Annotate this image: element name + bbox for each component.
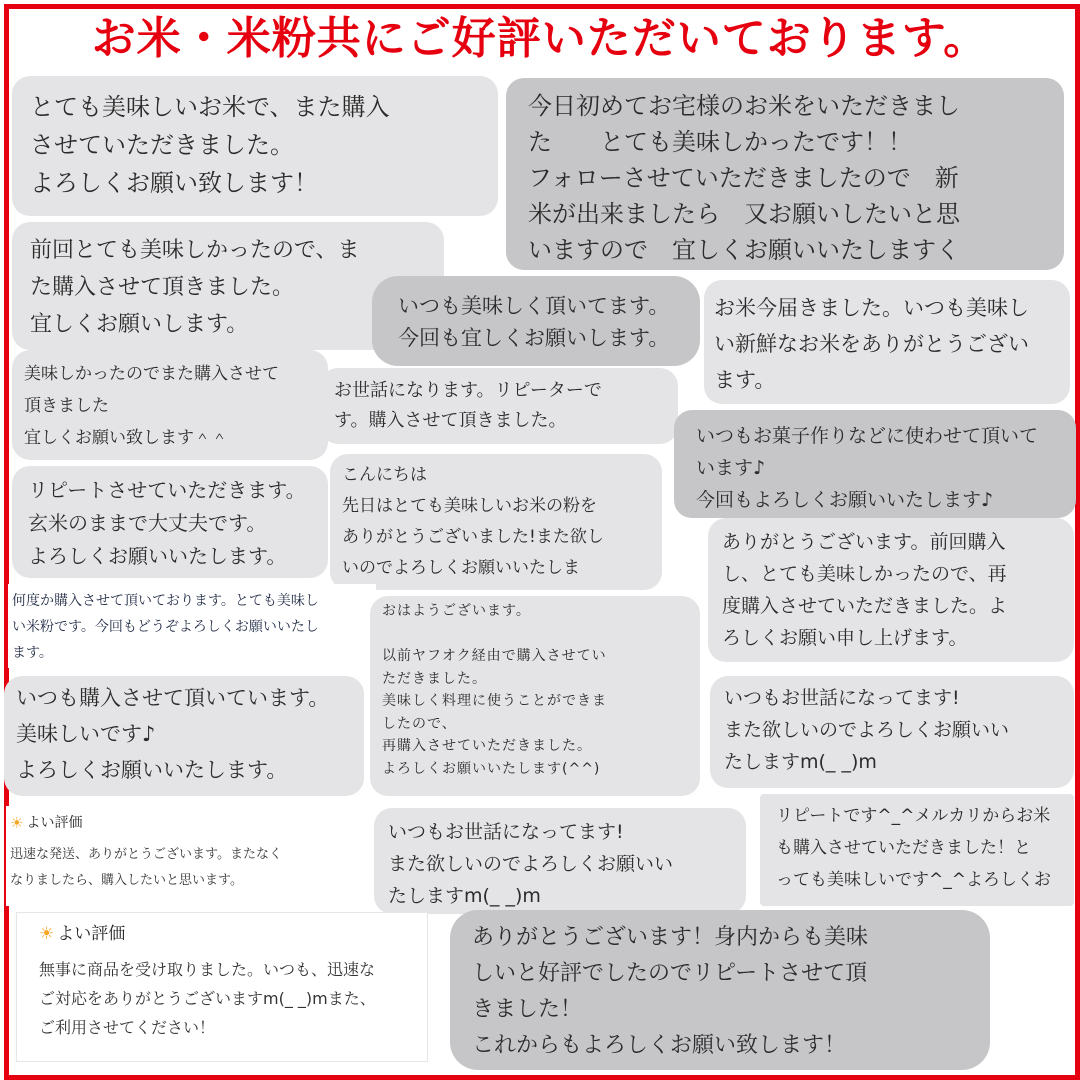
message-bubble: 美味しかったのでまた購入させて 頂きました 宜しくお願い致します＾＾ <box>12 350 328 460</box>
message-bubble: いつも購入させて頂いています。 美味しいです♪ よろしくお願いいたします。 <box>4 676 364 796</box>
review-card <box>6 806 366 906</box>
message-bubble: こんにちは 先日はとても美味しいお米の粉を ありがとうございました!また欲し いのでよろしくお願いいたしま <box>330 454 662 590</box>
review-rating <box>39 919 405 949</box>
message-bubble: ありがとうございます。前回購入 し、とても美味しかったので、再 度購入させていただきました。よ ろしくお願い申し上げます。 <box>708 518 1074 662</box>
message-bubble: いつも美味しく頂いてます。 今回も宜しくお願いします。 <box>372 276 700 366</box>
review-text: 無事に商品を受け取りました。いつも、迅速な ご対応をありがとうございますm(_ _)mまた、 ご利用させてください！ <box>39 960 376 1037</box>
message-bubble: いつもお世話になってます! また欲しいのでよろしくお願いい たしますm(_ _)m <box>374 808 746 914</box>
sun-icon: ☀ <box>39 924 55 944</box>
review-rating <box>10 810 362 836</box>
review-text: 迅速な発送、ありがとうございます。またなく なりましたら、購入したいと思います。 <box>10 847 282 888</box>
message-bubble: とても美味しいお米で、また購入 させていただきました。 よろしくお願い致します！ <box>12 76 498 216</box>
message-bubble: いつもお菓子作りなどに使わせて頂いて います♪ 今回もよろしくお願いいたします♪ <box>674 410 1076 518</box>
message-bubble: いつもお世話になってます! また欲しいのでよろしくお願いい たしますm(_ _)m <box>710 676 1074 788</box>
message-bubble: お世話になります。リピーターで す。購入させて頂きました。 <box>320 368 678 444</box>
message-bubble: お米今届きました。いつも美味し い新鮮なお米をありがとうござい ます。 <box>704 280 1070 404</box>
message-bubble: リピートさせていただきます。 玄米のままで大丈夫です。 よろしくお願いいたします。 <box>12 466 328 578</box>
review-rating-label: よい評価 <box>57 924 126 944</box>
review-rating-label: よい評価 <box>26 815 83 831</box>
message-bubble: リピートです^_^メルカリからお米 も購入させていただきました！と っても美味しいです^_^よろしくお <box>760 794 1074 906</box>
message-bubble: ありがとうございます！身内からも美味 しいと好評でしたのでリピートさせて頂 きました！ これからもよろしくお願い致します！ <box>450 910 990 1070</box>
message-bubble: 前回とても美味しかったので、ま た購入させて頂きました。 宜しくお願いします。 <box>12 222 444 350</box>
review-card <box>16 912 428 1062</box>
sun-icon: ☀ <box>10 814 24 832</box>
message-bubble: 今日初めてお宅様のお米をいただきまし た とても美味しかったです！！ フォローさせていただきましたので 新 米が出来ましたら 又お願いしたいと思 いますので 宜しくお願いいたしますく <box>506 78 1064 270</box>
message-text: 何度か購入させて頂いております。とても美味し い米粉です。今回もどうぞよろしくお願いいたし ます。 <box>8 584 376 668</box>
page-title: お米・米粉共にご好評いただいております。 <box>91 13 989 64</box>
message-bubble: おはようございます。 以前ヤフオク経由で購入させてい ただきました。 美味しく料理に使うことができま したので、 再購入させていただきました。 よろしくお願いいたします(^^) <box>370 596 700 796</box>
